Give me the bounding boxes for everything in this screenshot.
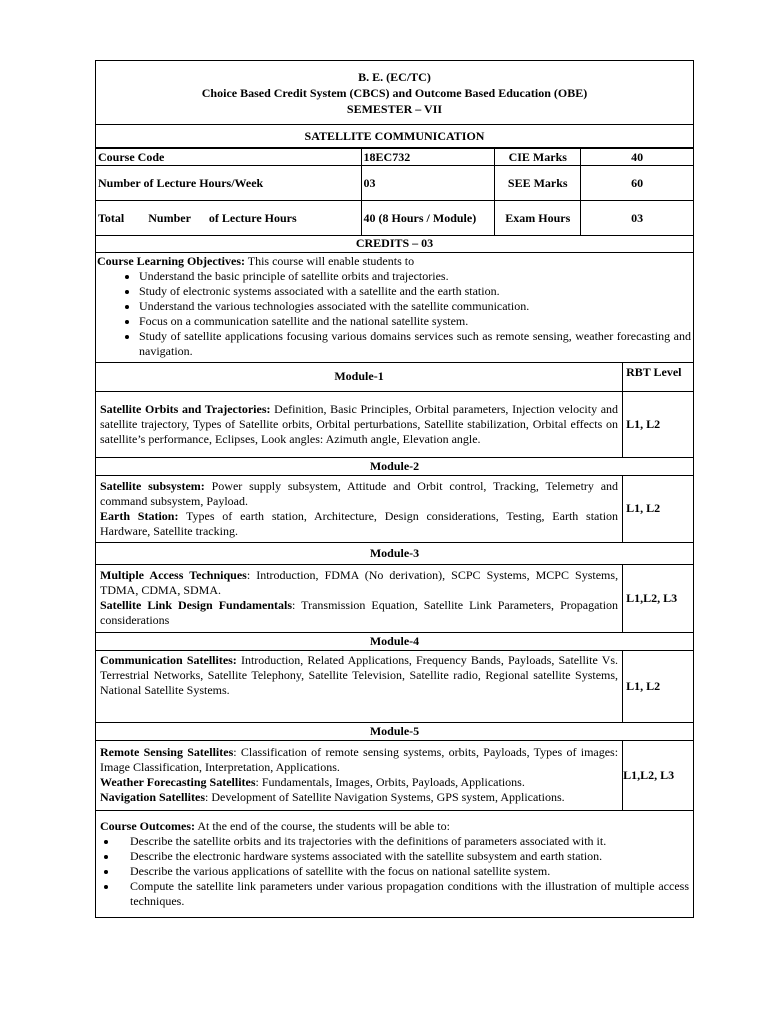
objective-item: • Understand the basic principle of satellite orbits and trajectories. bbox=[139, 269, 691, 284]
outcome-item: • Compute the satellite link parameters under various propagation conditions with the illustration of multiple access techniques. bbox=[118, 879, 689, 909]
number-word: Number bbox=[148, 210, 191, 225]
module-title: Module-4 bbox=[96, 632, 694, 650]
syllabus-document bbox=[95, 60, 694, 918]
module-header-row bbox=[96, 457, 694, 475]
objectives-label: Course Learning Objectives: bbox=[97, 254, 245, 268]
rbt-level: L1, L2 bbox=[623, 391, 694, 457]
topic-text: : Introduction, FDMA (No derivation), SCPC Systems, MCPC Systems, TDMA, CDMA, SDMA. bbox=[100, 568, 619, 597]
topic-text: Types of earth station, Architecture, Design considerations, Testing, Earth station Hardware, Satellite tracking. bbox=[100, 508, 619, 538]
objective-item: • Study of satellite applications focusing various domains services such as remote sensing, weather forecasting and navigation. bbox=[139, 329, 691, 359]
rbt-level: L1,L2, L3 bbox=[623, 564, 694, 632]
program-line: B. E. (EC/TC) bbox=[358, 70, 431, 84]
outcomes-intro: At the end of the course, the students will be able to: bbox=[194, 818, 450, 833]
credits-row: CREDITS – 03 bbox=[95, 236, 694, 253]
outcome-item: • Describe the electronic hardware systems associated with the satellite subsystem and earth station. bbox=[118, 849, 689, 864]
outcomes-label: Course Outcomes: bbox=[100, 818, 195, 833]
semester-line: SEMESTER – VII bbox=[346, 102, 443, 116]
module-content-row bbox=[96, 391, 694, 457]
see-marks-value: 60 bbox=[581, 166, 694, 201]
total-word: Total bbox=[98, 210, 125, 225]
scheme-line: Choice Based Credit System (CBCS) and Outcome Based Education (OBE) bbox=[201, 86, 588, 100]
module-content bbox=[96, 564, 623, 632]
rbt-level-header: RBT Level bbox=[623, 363, 694, 391]
objectives-intro: This course will enable students to bbox=[244, 254, 415, 268]
lecture-hours-week-value: 03 bbox=[361, 166, 495, 201]
objective-item: • Study of electronic systems associated with a satellite and the earth station. bbox=[139, 284, 691, 299]
topic-text: Power supply subsystem, Attitude and Orbit control, Tracking, Telemetry and command subsystem, Payload. bbox=[100, 478, 619, 508]
course-code-label: Course Code bbox=[96, 149, 362, 166]
see-marks-label: SEE Marks bbox=[495, 166, 581, 201]
module-title: Module-5 bbox=[96, 722, 694, 740]
modules-table bbox=[95, 363, 694, 811]
topic-text: : Development of Satellite Navigation Systems, GPS system, Applications. bbox=[205, 790, 565, 804]
topic-text: Introduction, Related Applications, Frequency Bands, Payloads, Satellite Vs. Terrestrial Networks, Satellite Telephony, Satellite Television, Satellite radio, Regional satellite Systems, National Satellite Systems. bbox=[100, 652, 619, 697]
topic-heading: Communication Satellites: bbox=[100, 652, 237, 667]
module-header-row bbox=[96, 542, 694, 564]
topic-heading: Satellite Orbits and Trajectories: bbox=[100, 401, 271, 416]
document-header bbox=[95, 60, 694, 125]
outcomes-list bbox=[100, 834, 689, 909]
objective-item: • Focus on a communication satellite and the national satellite system. bbox=[139, 314, 691, 329]
outcome-item: • Describe the various applications of satellite with the focus on national satellite system. bbox=[118, 864, 689, 879]
module-content-row bbox=[96, 650, 694, 722]
rbt-level: L1, L2 bbox=[623, 475, 694, 542]
info-row bbox=[96, 201, 694, 236]
info-row bbox=[96, 149, 694, 166]
module-title: Module-3 bbox=[96, 542, 694, 564]
topic-heading: Navigation Satellites bbox=[100, 790, 205, 804]
cie-marks-label: CIE Marks bbox=[495, 149, 581, 166]
info-row bbox=[96, 166, 694, 201]
module-content bbox=[96, 475, 623, 542]
topic-text: : Classification of remote sensing systems, orbits, Payloads, Types of images: Image Classification, Interpretation, Applications. bbox=[100, 745, 619, 774]
outcome-item: • Describe the satellite orbits and its trajectories with the definitions of parameters associated with it. bbox=[118, 834, 689, 849]
rbt-level: L1, L2 bbox=[623, 650, 694, 722]
total-lecture-hours-value: 40 (8 Hours / Module) bbox=[361, 201, 495, 236]
of-lecture-hours-word: of Lecture Hours bbox=[208, 210, 297, 225]
course-code-value: 18EC732 bbox=[361, 149, 495, 166]
topic-text: Definition, Basic Principles, Orbital parameters, Injection velocity and satellite trajectory, Types of Satellite orbits, Orbital perturbations, Satellite stabilization, Orbital effects on satellite’s performance, Eclipses, Look angles: Azimuth angle, Elevation angle. bbox=[100, 401, 619, 446]
exam-hours-label: Exam Hours bbox=[495, 201, 581, 236]
topic-heading: Satellite subsystem: bbox=[100, 478, 205, 493]
module-title: Module-2 bbox=[96, 457, 694, 475]
course-info-table bbox=[95, 148, 694, 236]
lecture-hours-week-label: Number of Lecture Hours/Week bbox=[96, 166, 362, 201]
module-header-row bbox=[96, 363, 694, 391]
exam-hours-value: 03 bbox=[581, 201, 694, 236]
rbt-level: L1,L2, L3 bbox=[623, 740, 694, 810]
objective-item: • Understand the various technologies associated with the satellite communication. bbox=[139, 299, 691, 314]
module-content-row bbox=[96, 475, 694, 542]
module-content-row bbox=[96, 740, 694, 810]
topic-heading: Multiple Access Techniques bbox=[100, 568, 247, 582]
cie-marks-value: 40 bbox=[581, 149, 694, 166]
topic-text: : Transmission Equation, Satellite Link Parameters, Propagation considerations bbox=[100, 598, 619, 627]
total-lecture-hours-label bbox=[96, 201, 362, 236]
module-title: Module-1 bbox=[96, 363, 623, 391]
course-outcomes bbox=[95, 811, 694, 918]
module-header-row bbox=[96, 722, 694, 740]
topic-heading: Satellite Link Design Fundamentals bbox=[100, 598, 293, 612]
course-title: SATELLITE COMMUNICATION bbox=[95, 125, 694, 148]
topic-heading: Remote Sensing Satellites bbox=[100, 745, 234, 759]
module-content bbox=[96, 391, 623, 457]
module-content bbox=[96, 650, 623, 722]
module-header-row bbox=[96, 632, 694, 650]
topic-text: : Fundamentals, Images, Orbits, Payloads, Applications. bbox=[255, 775, 525, 789]
module-content bbox=[96, 740, 623, 810]
module-content-row bbox=[96, 564, 694, 632]
topic-heading: Earth Station: bbox=[100, 508, 179, 523]
topic-heading: Weather Forecasting Satellites bbox=[100, 775, 256, 789]
objectives-list bbox=[97, 269, 691, 359]
course-learning-objectives bbox=[95, 253, 694, 363]
